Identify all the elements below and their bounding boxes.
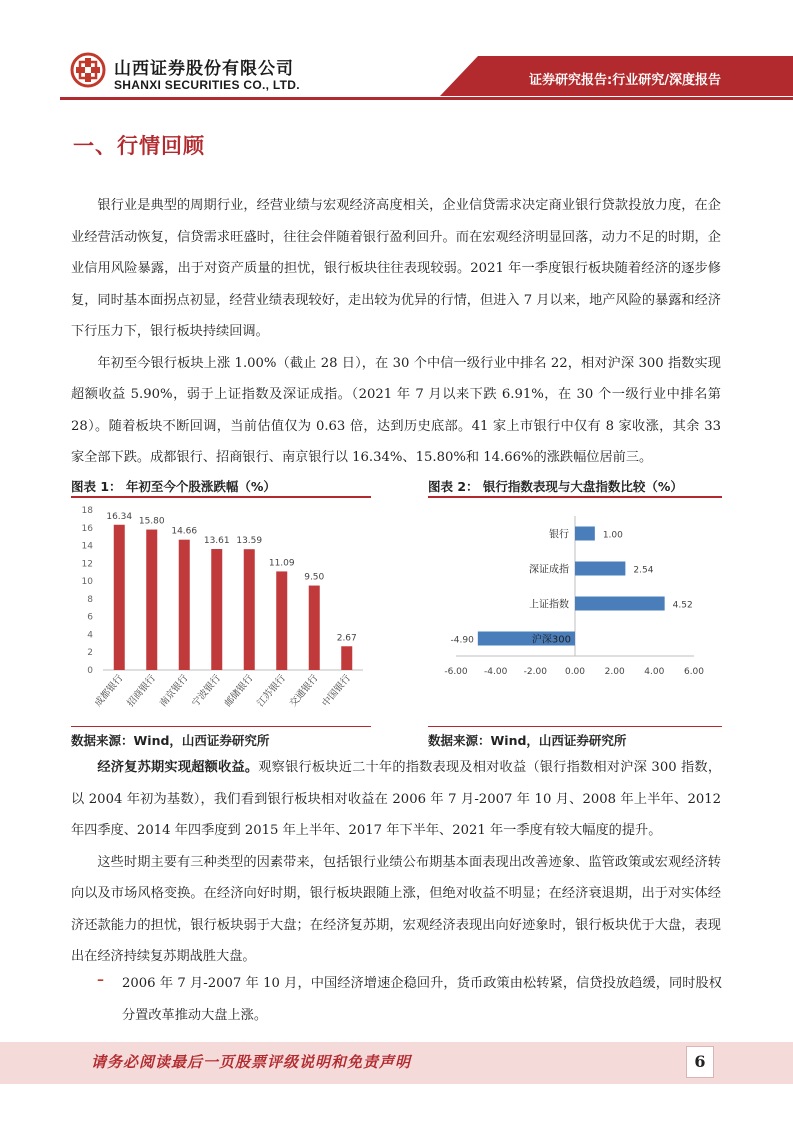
y-tick-label: 14: [81, 541, 93, 552]
report-type-tag: 证券研究报告:行业研究/深度报告: [529, 73, 721, 88]
data-label: 9.50: [304, 572, 325, 583]
x-tick-label: 4.00: [644, 667, 665, 677]
paragraph-3: [71, 752, 721, 847]
x-tick-label: 邮储银行: [222, 672, 256, 710]
bar: [211, 549, 222, 670]
analysis-paragraphs: [71, 752, 721, 973]
section-title: 一、行情回顾: [73, 134, 205, 158]
bar: [575, 562, 625, 576]
category-label: 深证成指: [529, 564, 569, 576]
data-label: 2.54: [633, 565, 654, 576]
bar: [341, 646, 352, 670]
bar: [146, 530, 157, 670]
x-tick-label: -6.00: [444, 667, 468, 677]
bar: [276, 571, 287, 670]
data-label: 15.80: [138, 516, 165, 527]
x-tick-label: 招商银行: [125, 672, 159, 710]
stock-change-bar-chart: [71, 500, 371, 726]
figure-2-bottom-rule: [428, 726, 722, 727]
x-tick-label: 6.00: [683, 667, 705, 677]
page-header: [0, 0, 793, 100]
y-tick-label: 6: [87, 612, 93, 623]
figure-1-bottom-rule: [71, 726, 371, 727]
data-label: -4.90: [450, 635, 474, 646]
x-tick-label: 中国银行: [320, 672, 354, 710]
x-tick-label: 成都银行: [92, 672, 126, 710]
paragraph-4: 这些时期主要有三种类型的因素带来，包括银行业绩公布期基本面表现出改善迹象、监管政策或宏观经济转向以及市场风格变换。在经济向好时期，银行板块跟随上涨，但绝对收益不明显；在经济衰退期，出于对实体经济还款能力的担忧，银行板块弱于大盘；在经济复苏期，宏观经济表现出向好迹象时，银行板块优于大盘，表现出在经济持续复苏期战胜大盘。: [71, 854, 721, 964]
brand-name-cn: 山西证券股份有限公司: [114, 59, 294, 79]
data-label: 2.67: [336, 633, 357, 644]
x-tick-label: 交通银行: [287, 672, 321, 710]
y-tick-label: 16: [81, 523, 93, 534]
figure-1-title: 图表 1： 年初至今个股涨跌幅（%）: [71, 479, 276, 494]
paragraph-1: 银行业是典型的周期行业，经营业绩与宏观经济高度相关，企业信贷需求决定商业银行贷款投放力度，在企业经营活动恢复，信贷需求旺盛时，往往会伴随着银行盈利回升。而在宏观经济明显回落，动力不足的时期，企业信用风险暴露，出于对资产质量的担忧，银行板块往往表现较弱。2021 年一季度银行板块随着经济的逐步修复，同时基本面拐点初显，经营业绩表现较好，走出较为优异的行情，但进入 7 月以来，地产风险的暴露和经济下行压力下，银行板块持续回调。: [71, 198, 721, 339]
paragraph-3-body: 观察银行板块近二十年的指数表现及相对收益（银行指数相对沪深 300 指数，以 2004 年初为基数），我们看到银行板块相对收益在 2006 年 7 月-2007 年 10 月、2008 年上半年、2012 年四季度、2014 年四季度到 2015 年上半年、2017 年下半年、2021 年一季度有较大幅度的提升。: [71, 760, 722, 838]
bar: [575, 597, 665, 611]
y-tick-label: 8: [87, 594, 93, 605]
figure-2-top-rule: [428, 496, 722, 498]
paragraph-2: 年初至今银行板块上涨 1.00%（截止 28 日），在 30 个中信一级行业中排名 22，相对沪深 300 指数实现超额收益 5.90%，弱于上证指数及深证成指。（2021 年 7 月以来下跌 6.91%，在 30 个一级行业中排名第 28）。随着板块不断回调，当前估值仅为 0.63 倍，达到历史底部。41 家上市银行中仅有 8 家收涨，其余 33 家全部下跌。成都银行、招商银行、南京银行以 16.34%、15.80%和 14.66%的涨跌幅位居前三。: [71, 355, 721, 465]
bullet-item-1: 2006 年 7 月-2007 年 10 月，中国经济增速企稳回升，货币政策由松转紧，信贷投放趋缓，同时股权分置改革推动大盘上涨。: [122, 976, 722, 1023]
shanxi-securities-logo-icon: [70, 52, 106, 88]
page-number: 6: [686, 1046, 714, 1078]
category-label: 上证指数: [529, 599, 569, 611]
bar: [179, 540, 190, 670]
intro-paragraphs: [71, 190, 721, 474]
data-label: 13.61: [203, 536, 230, 547]
data-label: 1.00: [602, 530, 623, 541]
bullet-dash-icon: –: [97, 972, 104, 988]
figure-1-source: 数据来源：Wind，山西证券研究所: [71, 733, 270, 748]
x-tick-label: -4.00: [484, 667, 508, 677]
paragraph-3-lead: 经济复苏期实现超额收益。: [97, 760, 259, 775]
x-tick-label: 2.00: [604, 667, 625, 677]
data-label: 16.34: [106, 511, 133, 522]
category-label: 沪深300: [531, 634, 571, 646]
x-tick-label: -2.00: [523, 667, 547, 677]
brand-name-en: SHANXI SECURITIES CO., LTD.: [114, 78, 300, 92]
y-tick-label: 12: [81, 559, 93, 570]
x-tick-label: 0.00: [564, 667, 586, 677]
figure-2-title: 图表 2： 银行指数表现与大盘指数比较（%）: [428, 479, 683, 494]
index-comparison-bar-chart: [428, 500, 722, 726]
data-label: 4.52: [672, 600, 693, 611]
y-tick-label: 18: [81, 506, 93, 516]
y-tick-label: 0: [87, 666, 93, 676]
data-label: 11.09: [268, 558, 295, 569]
y-tick-label: 4: [87, 630, 93, 641]
bar: [244, 549, 255, 670]
x-tick-label: 南京银行: [157, 672, 191, 710]
y-tick-label: 10: [81, 577, 93, 588]
bar: [114, 525, 125, 670]
x-tick-label: 江苏银行: [255, 672, 289, 710]
category-label: 银行: [549, 529, 569, 541]
bar: [309, 586, 320, 670]
figure-1-top-rule: [71, 496, 371, 498]
y-tick-label: 2: [87, 648, 93, 659]
data-label: 13.59: [236, 536, 263, 547]
footer-disclaimer: 请务必阅读最后一页股票评级说明和免责声明: [91, 1053, 412, 1071]
data-label: 14.66: [171, 526, 198, 537]
bar: [575, 527, 595, 541]
figure-2-source: 数据来源：Wind，山西证券研究所: [428, 733, 627, 748]
x-tick-label: 宁波银行: [190, 672, 224, 710]
